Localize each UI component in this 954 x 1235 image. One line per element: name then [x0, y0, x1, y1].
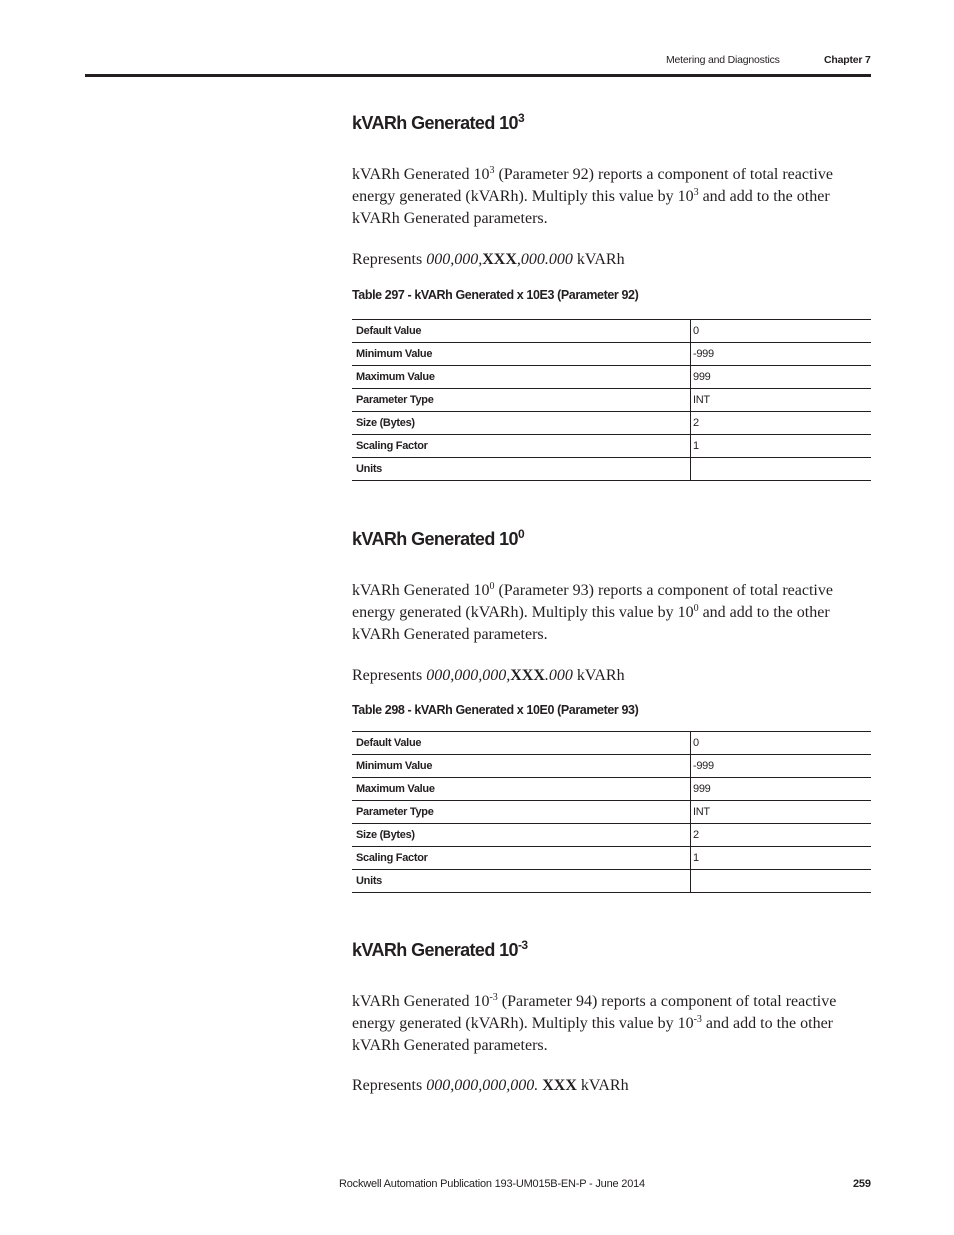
- page-number: 259: [853, 1178, 871, 1190]
- parameter-table-93: [352, 731, 871, 893]
- represents-italic: .000: [544, 667, 573, 684]
- row-label: Minimum Value: [352, 343, 691, 366]
- represents-suffix: kVARh: [576, 1077, 629, 1094]
- represents-bold: XXX: [482, 251, 517, 268]
- row-value: 0: [691, 732, 872, 755]
- table-row: [352, 343, 871, 366]
- section-body-10e3: [352, 164, 852, 230]
- table-caption-297: Table 297 - kVARh Generated x 10E3 (Parameter 92): [352, 288, 639, 302]
- body-text: (Parameter 93) reports a component of total reactive: [494, 582, 833, 599]
- table-row: [352, 412, 871, 435]
- heading-text: kVARh Generated 10: [352, 940, 518, 960]
- represents-line-10e-3: [352, 1077, 629, 1095]
- row-value: 2: [691, 412, 872, 435]
- heading-text: kVARh Generated 10: [352, 529, 518, 549]
- table-row: [352, 458, 871, 481]
- represents-bold: XXX: [510, 667, 545, 684]
- row-label: Units: [352, 458, 691, 481]
- body-text: kVARh Generated parameters.: [352, 210, 548, 227]
- body-exponent: -3: [489, 992, 498, 1003]
- body-text: and add to the other: [698, 604, 830, 621]
- table-caption-298: Table 298 - kVARh Generated x 10E0 (Parameter 93): [352, 703, 639, 717]
- row-label: Maximum Value: [352, 778, 691, 801]
- represents-italic: 000,000,: [426, 251, 483, 268]
- running-header-chapter: Chapter 7: [824, 54, 871, 66]
- row-value: 1: [691, 435, 872, 458]
- represents-suffix: kVARh: [572, 667, 625, 684]
- table-row: [352, 801, 871, 824]
- row-value: 1: [691, 847, 872, 870]
- row-value: -999: [691, 755, 872, 778]
- table-row: [352, 732, 871, 755]
- row-value: INT: [691, 389, 872, 412]
- row-label: Minimum Value: [352, 755, 691, 778]
- body-text: (Parameter 92) reports a component of total reactive: [494, 166, 833, 183]
- table-row: [352, 320, 871, 343]
- body-text: and add to the other: [698, 188, 830, 205]
- body-text: energy generated (kVARh). Multiply this value by 10: [352, 604, 694, 621]
- body-exponent: 3: [693, 187, 699, 198]
- header-rule: [85, 74, 871, 77]
- represents-suffix: kVARh: [572, 251, 625, 268]
- table-row: [352, 435, 871, 458]
- row-label: Size (Bytes): [352, 824, 691, 847]
- table-row: [352, 824, 871, 847]
- heading-text: kVARh Generated 10: [352, 113, 518, 133]
- represents-italic: 000,000,000,000.: [426, 1077, 543, 1094]
- body-text: kVARh Generated 10: [352, 993, 490, 1010]
- body-text: kVARh Generated parameters.: [352, 626, 548, 643]
- body-text: energy generated (kVARh). Multiply this value by 10: [352, 188, 694, 205]
- heading-exponent: 3: [517, 111, 525, 125]
- body-exponent: 3: [489, 165, 495, 176]
- represents-line-10e3: [352, 251, 625, 269]
- row-label: Size (Bytes): [352, 412, 691, 435]
- parameter-table-92: [352, 319, 871, 481]
- row-label: Parameter Type: [352, 801, 691, 824]
- table-row: [352, 870, 871, 893]
- body-text: (Parameter 94) reports a component of total reactive: [497, 993, 837, 1010]
- body-text: energy generated (kVARh). Multiply this value by 10: [352, 1015, 694, 1032]
- heading-exponent: 0: [517, 527, 525, 541]
- row-label: Scaling Factor: [352, 847, 691, 870]
- section-heading-10e-3: [352, 940, 527, 961]
- row-value: [691, 458, 872, 481]
- footer-publication: Rockwell Automation Publication 193-UM015B-EN-P - June 2014: [339, 1178, 645, 1190]
- section-body-10e-3: [352, 991, 852, 1057]
- row-value: 0: [691, 320, 872, 343]
- body-exponent: 0: [489, 581, 495, 592]
- row-value: 999: [691, 778, 872, 801]
- body-exponent: 0: [693, 603, 699, 614]
- row-label: Scaling Factor: [352, 435, 691, 458]
- represents-bold: XXX: [542, 1077, 577, 1094]
- row-label: Default Value: [352, 732, 691, 755]
- represents-line-10e0: [352, 667, 625, 685]
- table-row: [352, 366, 871, 389]
- row-label: Parameter Type: [352, 389, 691, 412]
- section-body-10e0: [352, 580, 852, 646]
- section-heading-10e0: [352, 529, 524, 550]
- row-value: -999: [691, 343, 872, 366]
- body-text: kVARh Generated 10: [352, 166, 490, 183]
- body-text: kVARh Generated parameters.: [352, 1037, 548, 1054]
- body-text: kVARh Generated 10: [352, 582, 490, 599]
- represents-italic: 000,000,000,: [426, 667, 511, 684]
- row-value: INT: [691, 801, 872, 824]
- row-label: Units: [352, 870, 691, 893]
- represents-italic: ,000.000: [516, 251, 573, 268]
- heading-exponent: -3: [517, 938, 528, 952]
- row-value: 2: [691, 824, 872, 847]
- body-text: and add to the other: [701, 1015, 833, 1032]
- table-row: [352, 755, 871, 778]
- section-heading-10e3: [352, 113, 524, 134]
- row-value: [691, 870, 872, 893]
- represents-prefix: Represents: [352, 667, 427, 684]
- table-row: [352, 389, 871, 412]
- row-label: Maximum Value: [352, 366, 691, 389]
- running-header-section: Metering and Diagnostics: [666, 54, 780, 66]
- table-row: [352, 847, 871, 870]
- row-label: Default Value: [352, 320, 691, 343]
- table-row: [352, 778, 871, 801]
- represents-prefix: Represents: [352, 251, 427, 268]
- row-value: 999: [691, 366, 872, 389]
- body-exponent: -3: [693, 1014, 702, 1025]
- represents-prefix: Represents: [352, 1077, 427, 1094]
